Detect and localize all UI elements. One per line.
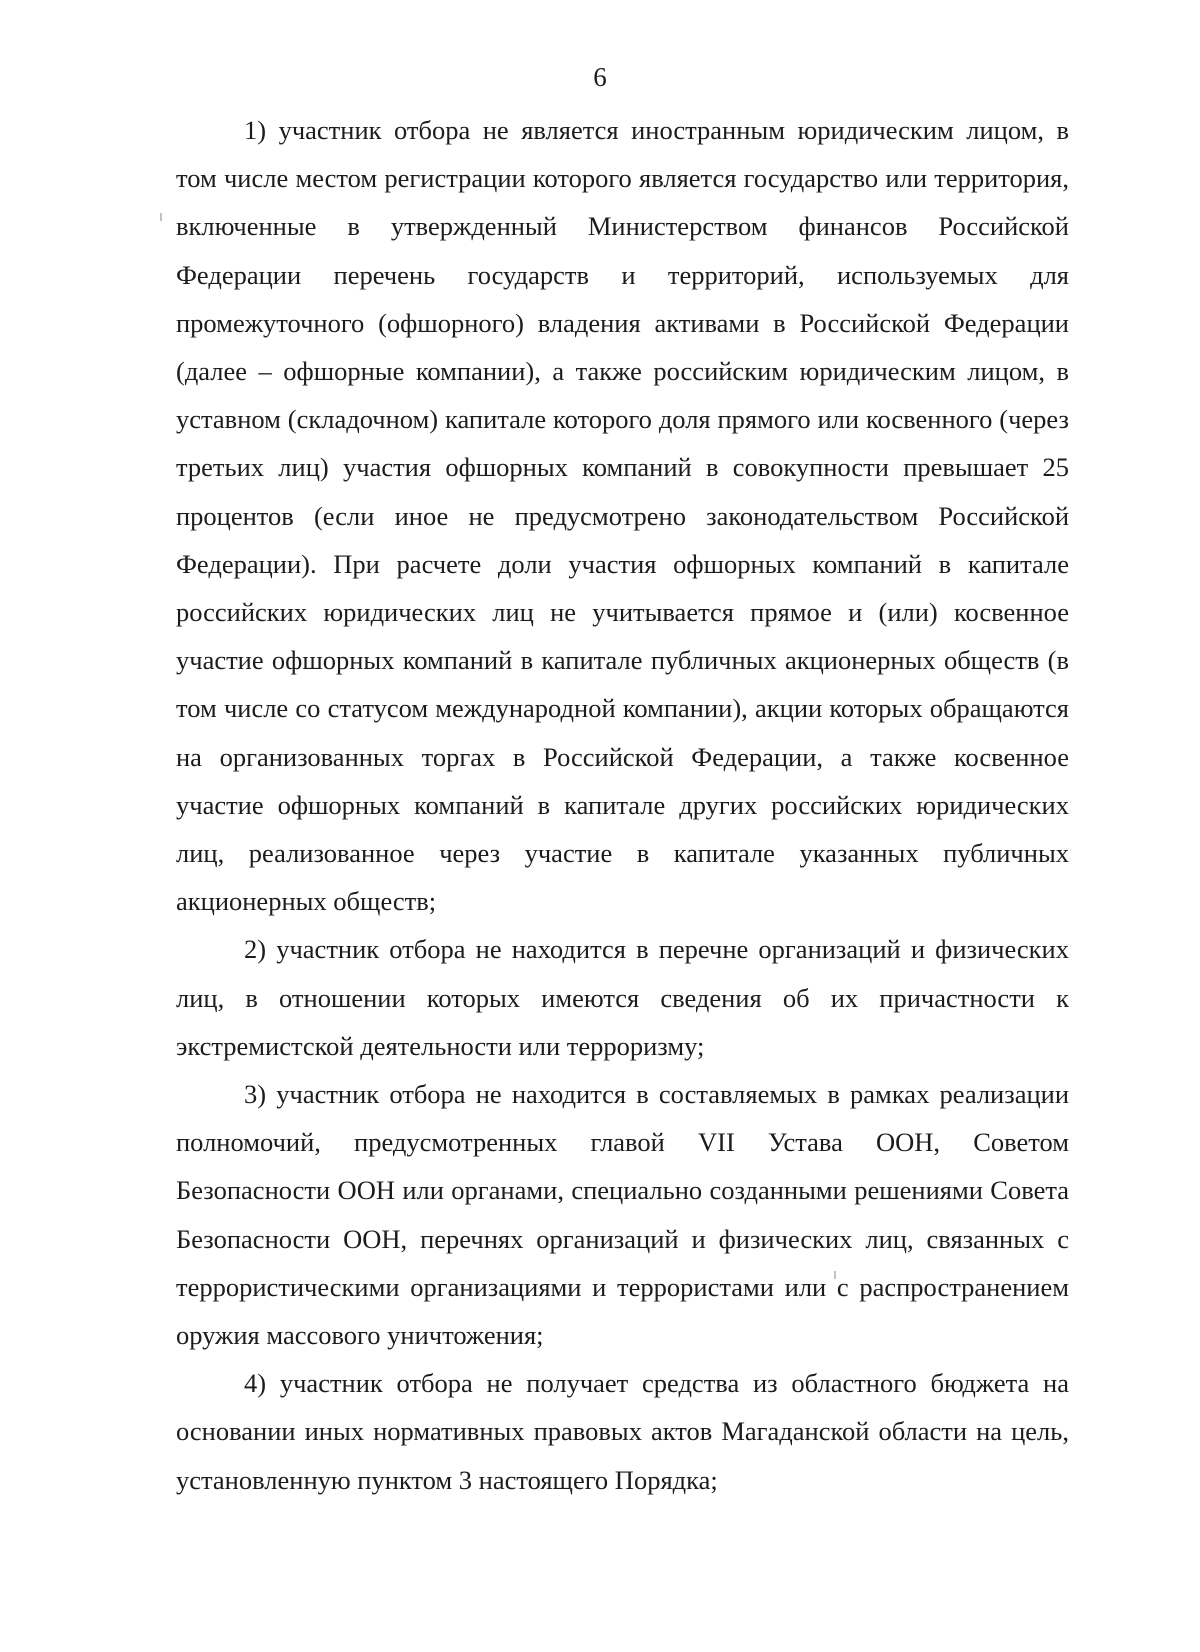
paragraph-item-4: 4) участник отбора не получает средства из областного бюджета на основании иных нормативных правовых актов Магаданской области на цель, установленную пунктом 3 настоящего Порядка; xyxy=(176,1368,1069,1495)
paragraph-item-1: 1) участник отбора не является иностранным юридическим лицом, в том числе местом регистрации которого является государство или территория, включенные в утвержденный Министерством финансов Российской Федерации перечень государств и территорий, используемых для промежуточного (офшорного) владения активами в Российской Федерации (далее – офшорные компании), а также российским юридическим лицом, в уставном (складочном) капитале которого доля прямого или косвенного (через третьих лиц) участия офшорных компаний в совокупности превышает 25 процентов (если иное не предусмотрено законодательством Российской Федерации). При расчете доли участия офшорных компаний в капитале российских юридических лиц не учитывается прямое и (или) косвенное участие офшорных компаний в капитале публичных акционерных обществ (в том числе со статусом международной компании), акции которых обращаются на организованных торгах в Российской Федерации, а также косвенное участие офшорных компаний в капитале других российских юридических лиц, реализованное через участие в капитале указанных публичных акционерных обществ; xyxy=(176,115,1069,917)
page-number: 6 xyxy=(593,62,607,92)
scan-mark xyxy=(160,213,162,221)
paragraph-item-2: 2) участник отбора не находится в перечне организаций и физических лиц, в отношении которых имеются сведения об их причастности к экстремистской деятельности или терроризму; xyxy=(176,934,1069,1061)
paragraph-item-3: 3) участник отбора не находится в составляемых в рамках реализации полномочий, предусмотренных главой VII Устава ООН, Советом Безопасности ООН или органами, специально созданными решениями Совета Безопасности ООН, перечнях организаций и физических лиц, связанных с террористическими организациями и террористами или с распространением оружия массового уничтожения; xyxy=(176,1079,1069,1351)
document-body xyxy=(176,106,1069,1504)
